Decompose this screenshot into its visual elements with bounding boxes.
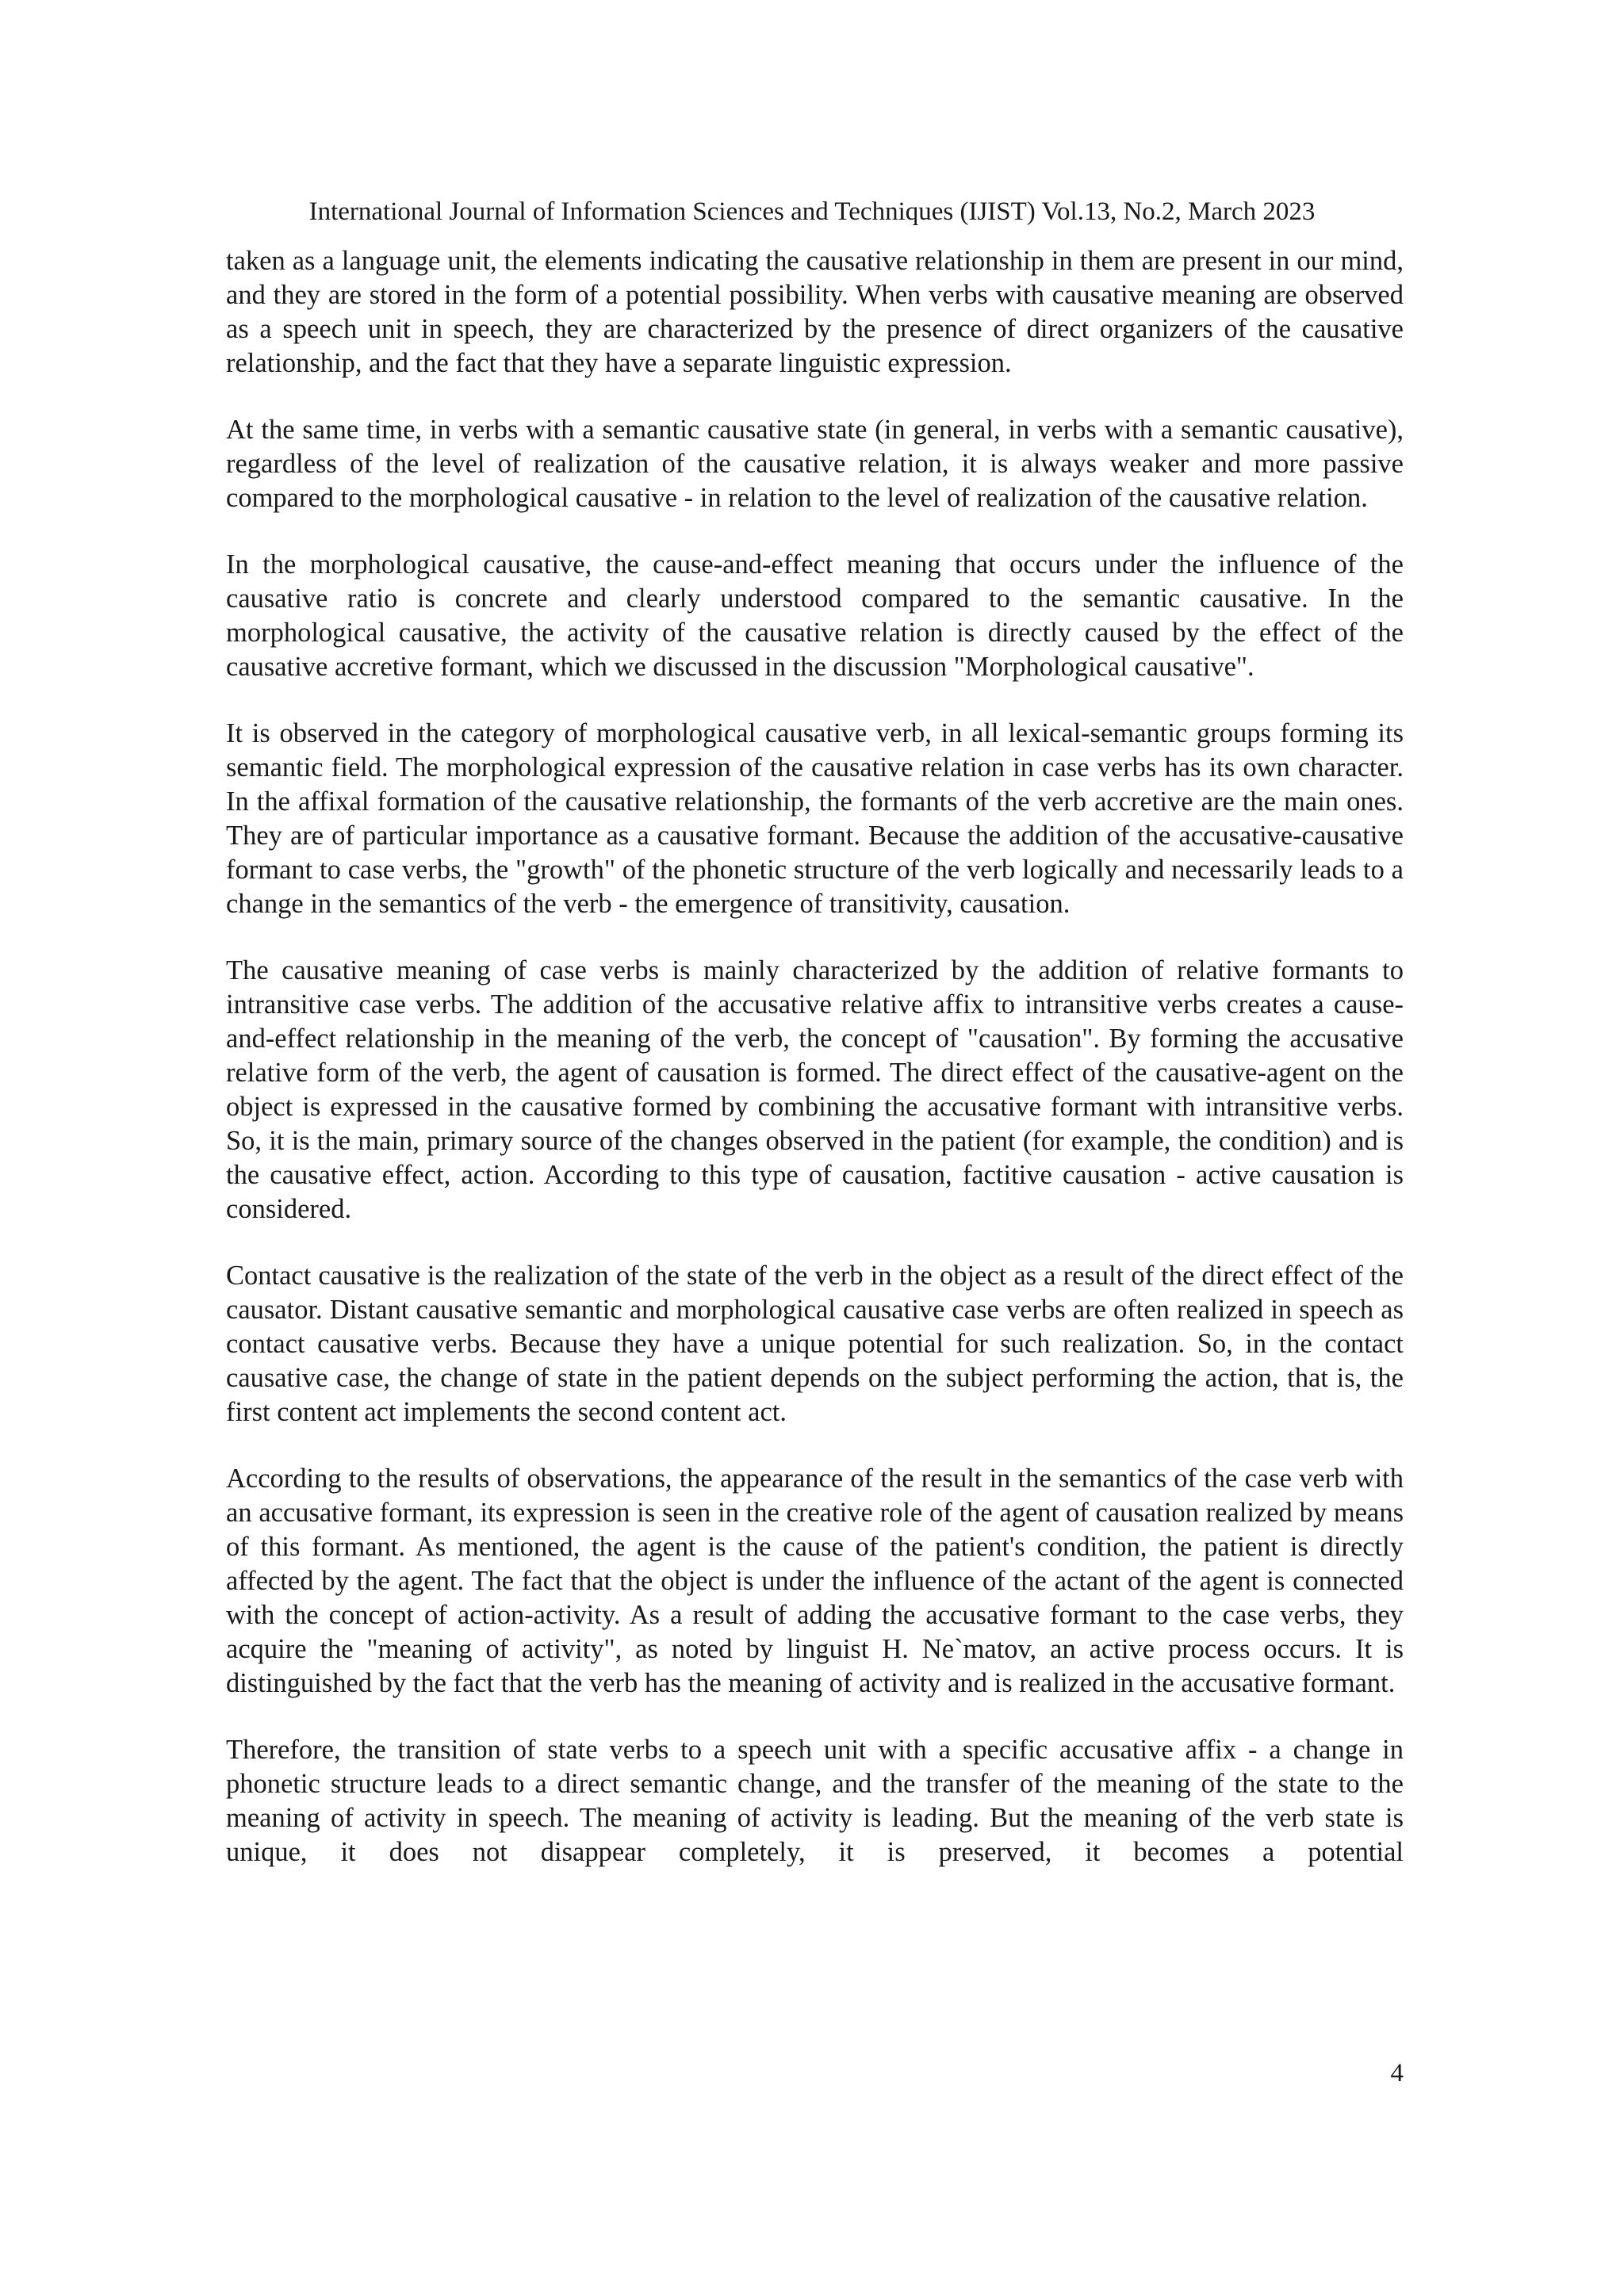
paragraph: According to the results of observations, the appearance of the result in the semantics of the case verb with an accusative formant, its expression is seen in the creative role of the agent of causation realized by means of this formant. As mentioned, the agent is the cause of the patient's condition, the patient is directly affected by the agent. The fact that the object is under the influence of the actant of the agent is connected with the concept of action-activity. As a result of adding the accusative formant to the case verbs, they acquire the "meaning of activity", as noted by linguist H. Ne`matov, an active process occurs. It is distinguished by the fact that the verb has the meaning of activity and is realized in the accusative formant. <box>226 1464 1404 1698</box>
paragraph: It is observed in the category of morphological causative verb, in all lexical-semantic groups forming its semantic field. The morphological expression of the causative relation in case verbs has its own character. In the affixal formation of the causative relationship, the formants of the verb accretive are the main ones. They are of particular importance as a causative formant. Because the addition of the accusative-causative formant to case verbs, the "growth" of the phonetic structure of the verb logically and necessarily leads to a change in the semantics of the verb - the emergence of transitivity, causation. <box>226 718 1404 919</box>
running-header: International Journal of Information Sciences and Techniques (IJIST) Vol.13, No.2, March 2023 <box>308 197 1316 226</box>
paragraph: The causative meaning of case verbs is mainly characterized by the addition of relative formants to intransitive case verbs. The addition of the accusative relative affix to intransitive verbs creates a cause-and-effect relationship in the meaning of the verb, the concept of "causation". By forming the accusative relative form of the verb, the agent of causation is formed. The direct effect of the causative-agent on the object is expressed in the causative formed by combining the accusative formant with intransitive verbs. So, it is the main, primary source of the changes observed in the patient (for example, the condition) and is the causative effect, action. According to this type of causation, factitive causation - active causation is considered. <box>226 955 1404 1224</box>
body-text <box>226 244 1404 1869</box>
paragraph: In the morphological causative, the cause-and-effect meaning that occurs under the influence of the causative ratio is concrete and clearly understood compared to the semantic causative. In the morphological causative, the activity of the causative relation is directly caused by the effect of the causative accretive formant, which we discussed in the discussion "Morphological causative". <box>226 549 1404 682</box>
paragraph: Contact causative is the realization of the state of the verb in the object as a result of the direct effect of the causator. Distant causative semantic and morphological causative case verbs are often realized in speech as contact causative verbs. Because they have a unique potential for such realization. So, in the contact causative case, the change of state in the patient depends on the subject performing the action, that is, the first content act implements the second content act. <box>226 1261 1404 1427</box>
paragraph: At the same time, in verbs with a semantic causative state (in general, in verbs with a semantic causative), regardless of the level of realization of the causative relation, it is always weaker and more passive compared to the morphological causative - in relation to the level of realization of the causative relation. <box>226 415 1404 513</box>
paragraph: taken as a language unit, the elements indicating the causative relationship in them are present in our mind, and they are stored in the form of a potential possibility. When verbs with causative meaning are observed as a speech unit in speech, they are characterized by the presence of direct organizers of the causative relationship, and the fact that they have a separate linguistic expression. <box>226 246 1404 378</box>
page-number: 4 <box>1390 2059 1404 2087</box>
paragraph-continued: Therefore, the transition of state verbs to a speech unit with a specific accusative affix - a change in phonetic structure leads to a direct semantic change, and the transfer of the meaning of the state to the meaning of activity in speech. The meaning of activity is leading. But the meaning of the verb state is unique, it does not disappear completely, it is preserved, it becomes a potential <box>226 1735 1404 1867</box>
